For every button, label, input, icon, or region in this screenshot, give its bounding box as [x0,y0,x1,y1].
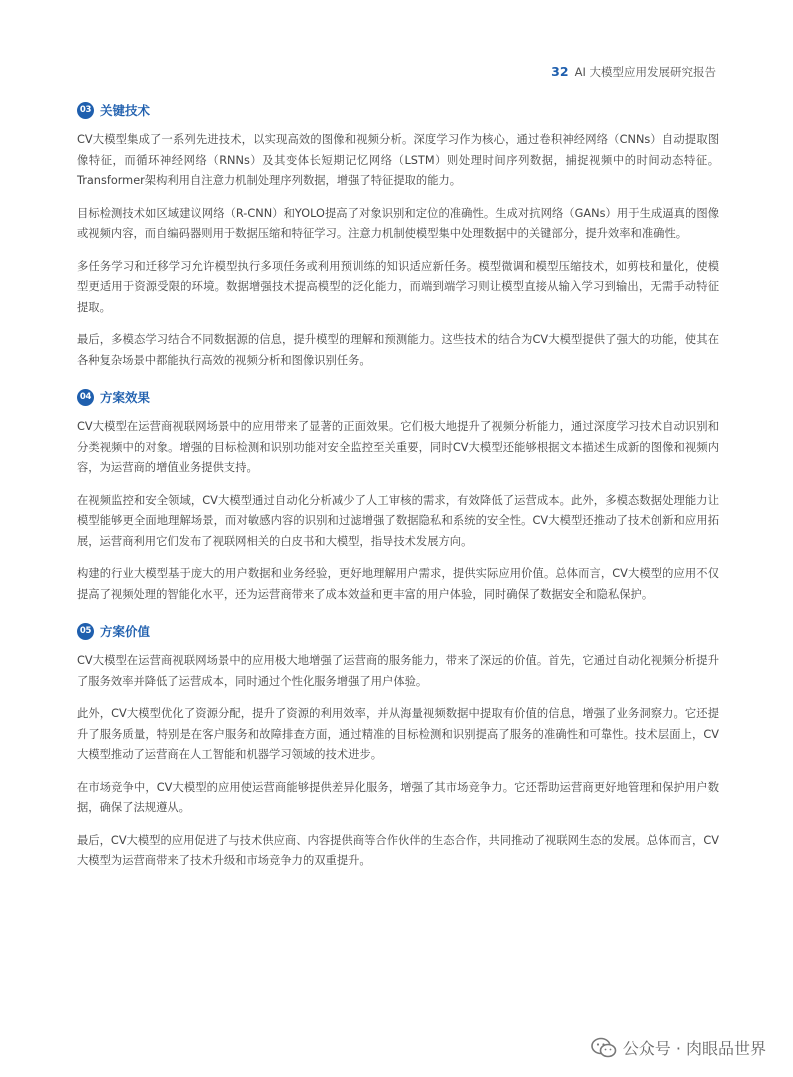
section-key-technology [77,100,719,371]
paragraph: 最后，CV大模型的应用促进了与技术供应商、内容提供商等合作伙伴的生态合作，共同推动了视联网生态的发展。总体而言，CV大模型为运营商带来了技术升级和市场竞争力的双重提升。 [77,833,719,867]
paragraph: 多任务学习和迁移学习允许模型执行多项任务或利用预训练的知识适应新任务。模型微调和模型压缩技术，如剪枝和量化，使模型更适用于资源受限的环境。数据增强技术提高模型的泛化能力，而端到端学习则让模型直接从输入学习到输出，无需手动特征提取。 [77,259,719,314]
paragraph: 在市场竞争中，CV大模型的应用使运营商能够提供差异化服务，增强了其市场竞争力。它还帮助运营商更好地管理和保护用户数据，确保了法规遵从。 [77,780,719,814]
section-title: 方案效果 [100,390,151,405]
section-title: 方案价值 [100,624,151,639]
report-title: AI 大模型应用发展研究报告 [574,65,716,79]
paragraph: 此外，CV大模型优化了资源分配，提升了资源的利用效率，并从海量视频数据中提取有价值的信息，增强了业务洞察力。它还提升了服务质量，特别是在客户服务和故障排查方面，通过精准的目标检测和识别提高了服务的准确性和可靠性。技术层面上，CV大模型推动了运营商在人工智能和机器学习领域的技术进步。 [77,707,719,761]
section-heading [77,387,719,407]
paragraph: 构建的行业大模型基于庞大的用户数据和业务经验，更好地理解用户需求，提供实际应用价值。总体而言，CV大模型的应用不仅提高了视频处理的智能化水平，还为运营商带来了成本效益和更丰富的用户体验，同时确保了数据安全和隐私保护。 [77,567,719,601]
section-number-badge: 04 [77,389,94,406]
section-heading [77,100,719,120]
section-title: 关键技术 [100,103,151,118]
section-number-badge: 05 [77,623,94,640]
wechat-icon [591,1037,617,1059]
section-heading [77,621,719,641]
paragraph: 最后，多模态学习结合不同数据源的信息，提升模型的理解和预测能力。这些技术的结合为CV大模型提供了强大的功能，使其在各种复杂场景中都能执行高效的视频分析和图像识别任务。 [77,333,719,367]
paragraph: 在视频监控和安全领域，CV大模型通过自动化分析减少了人工审核的需求，有效降低了运营成本。此外，多模态数据处理能力让模型能够更全面地理解场景，而对敏感内容的识别和过滤增强了数据隐私和系统的安全性。CV大模型还推动了技术创新和应用拓展，运营商利用它们发布了视联网相关的白皮书和大模型，指导技术发展方向。 [77,493,719,548]
paragraph: 目标检测技术如区域建议网络（R-CNN）和YOLO提高了对象识别和定位的准确性。生成对抗网络（GANs）用于生成逼真的图像或视频内容，而自编码器则用于数据压缩和特征学习。注意力机制使模型集中处理数据中的关键部分，提升效率和准确性。 [77,206,719,240]
section-number-badge: 03 [77,102,94,119]
section-solution-effect [77,387,719,605]
paragraph: CV大模型在运营商视联网场景中的应用极大地增强了运营商的服务能力，带来了深远的价值。首先，它通过自动化视频分析提升了服务效率并降低了运营成本，同时通过个性化服务增强了用户体验。 [77,654,719,688]
page-header [551,64,716,80]
document-body [77,100,719,888]
section-solution-value [77,621,719,872]
watermark-text: 公众号 · 肉眼品世界 [622,1039,766,1058]
watermark [591,1036,766,1059]
paragraph: CV大模型在运营商视联网场景中的应用带来了显著的正面效果。它们极大地提升了视频分析能力，通过深度学习技术自动识别和分类视频中的对象。增强的目标检测和识别功能对安全监控至关重要，同时CV大模型还能够根据文本描述生成新的图像和视频内容，为运营商的增值业务提供支持。 [77,420,719,474]
page-number: 32 [551,64,569,79]
paragraph: CV大模型集成了一系列先进技术，以实现高效的图像和视频分析。深度学习作为核心，通过卷积神经网络（CNNs）自动提取图像特征，而循环神经网络（RNNs）及其变体长短期记忆网络（LSTM）则处理时间序列数据，捕捉视频中的时间动态特征。Transformer架构利用自注意力机制处理序列数据，增强了特征提取的能力。 [77,133,719,187]
